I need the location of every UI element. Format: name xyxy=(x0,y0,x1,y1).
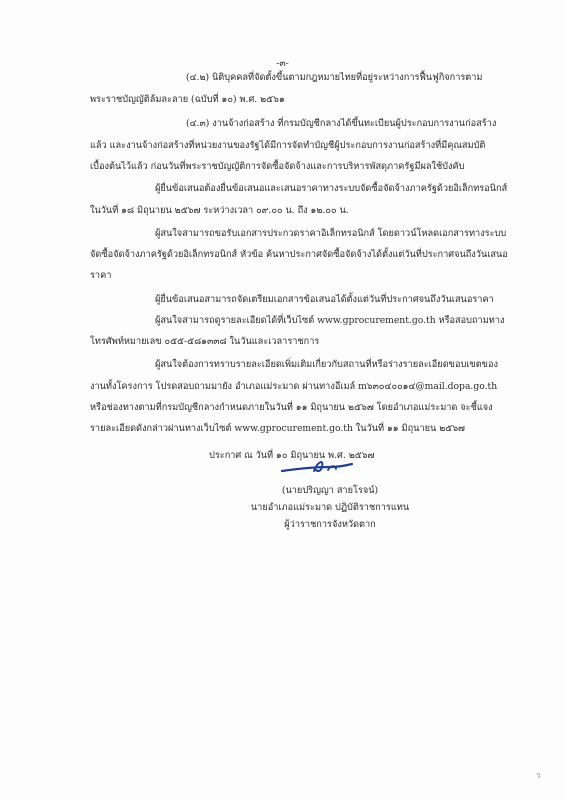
paragraph-line: รายละเอียดดังกล่าวผ่านทางเว็บไซต์ www.gprocurement.go.th ในวันที่ ๑๑ มิถุนายน ๒๕๖๗ xyxy=(90,423,465,434)
announcement-date: ประกาศ ณ วันที่ ๑๐ มิถุนายน พ.ศ. ๒๕๖๗ xyxy=(209,450,375,461)
paragraph-line: ผู้ยื่นข้อเสนอต้องยื่นข้อเสนอและเสนอราคาทางระบบจัดซื้อจัดจ้างภาครัฐด้วยอิเล็กทรอนิกส์ xyxy=(155,183,508,194)
paragraph-line: (๔.๒) นิติบุคคลที่จัดตั้งขึ้นตามกฎหมายไทยที่อยู่ระหว่างการฟื้นฟูกิจการตาม xyxy=(186,72,483,83)
paragraph-line: ผู้สนใจสามารถดูรายละเอียดได้ที่เว็บไซต์ www.gprocurement.go.th หรือสอบถามทาง xyxy=(155,315,505,326)
paragraph-line: โทรศัพท์หมายเลข ๐๕๕-๕๘๑๓๓๘ ในวันและเวลาราชการ xyxy=(90,336,320,347)
paragraph-line: งานทั้งโครงการ โปรดสอบถามมายัง อำเภอแม่ระมาด ผ่านทางอีเมล์ m๖๓๐๔๐๐๑๔@mail.dopa.go.th xyxy=(90,381,498,392)
paragraph-line: ผู้สนใจสามารถขอรับเอกสารประกวดราคาอิเล็กทรอนิกส์ โดยดาวน์โหลดเอกสารทางระบบ xyxy=(155,228,507,239)
signatory-on-behalf: ผู้ว่าราชการจังหวัดตาก xyxy=(284,519,376,530)
paragraph-line: ในวันที่ ๑๘ มิถุนายน ๒๕๖๗ ระหว่างเวลา ๐๙.๐๐ น. ถึง ๑๒.๐๐ น. xyxy=(90,205,349,216)
signatory-position: นายอำเภอแม่ระมาด ปฏิบัติราชการแทน xyxy=(250,502,410,513)
paragraph-line: ผู้สนใจต้องการทราบรายละเอียดเพิ่มเติมเกี่ยวกับสถานที่หรือร่างรายละเอียดขอบเขตของ xyxy=(155,359,498,370)
paragraph-line: (๔.๓) งานจ้างก่อสร้าง ที่กรมบัญชีกลางได้ขึ้นทะเบียนผู้ประกอบการงานก่อสร้าง xyxy=(186,118,497,129)
page-number: -๓- xyxy=(276,58,289,69)
paragraph-line: แล้ว และงานจ้างก่อสร้างที่หน่วยงานของรัฐได้มีการจัดทำบัญชีผู้ประกอบการงานก่อสร้างที่มีคุณสมบัติ xyxy=(90,140,486,151)
signatory-name: (นายปริญญา สายโรจน์) xyxy=(281,485,379,496)
signature-image xyxy=(278,453,358,479)
corner-mark: ร xyxy=(536,771,541,781)
paragraph-line: ราคา xyxy=(90,270,112,281)
paragraph-line: ผู้ยื่นข้อเสนอสามารถจัดเตรียมเอกสารข้อเสนอได้ตั้งแต่วันที่ประกาศจนถึงวันเสนอราคา xyxy=(155,294,494,305)
paragraph-line: หรือช่องทางตามที่กรมบัญชีกลางกำหนดภายในวันที่ ๑๑ มิถุนายน ๒๕๖๗ โดยอำเภอแม่ระมาด จะชี้แจง xyxy=(90,402,493,413)
paragraph-line: เบื้องต้นไว้แล้ว ก่อนวันที่พระราชบัญญัติการจัดซื้อจัดจ้างและการบริหารพัสดุภาครัฐมีผลใช้บังคับ xyxy=(90,161,465,172)
paragraph-line: พระราชบัญญัติล้มละลาย (ฉบับที่ ๑๐) พ.ศ. ๒๕๖๑ xyxy=(90,94,285,105)
paragraph-line: จัดซื้อจัดจ้างภาครัฐด้วยอิเล็กทรอนิกส์ หัวข้อ ค้นหาประกาศจัดซื้อจัดจ้างได้ตั้งแต่วันที่ประกาศจนถึงวันเสนอ xyxy=(90,249,508,260)
